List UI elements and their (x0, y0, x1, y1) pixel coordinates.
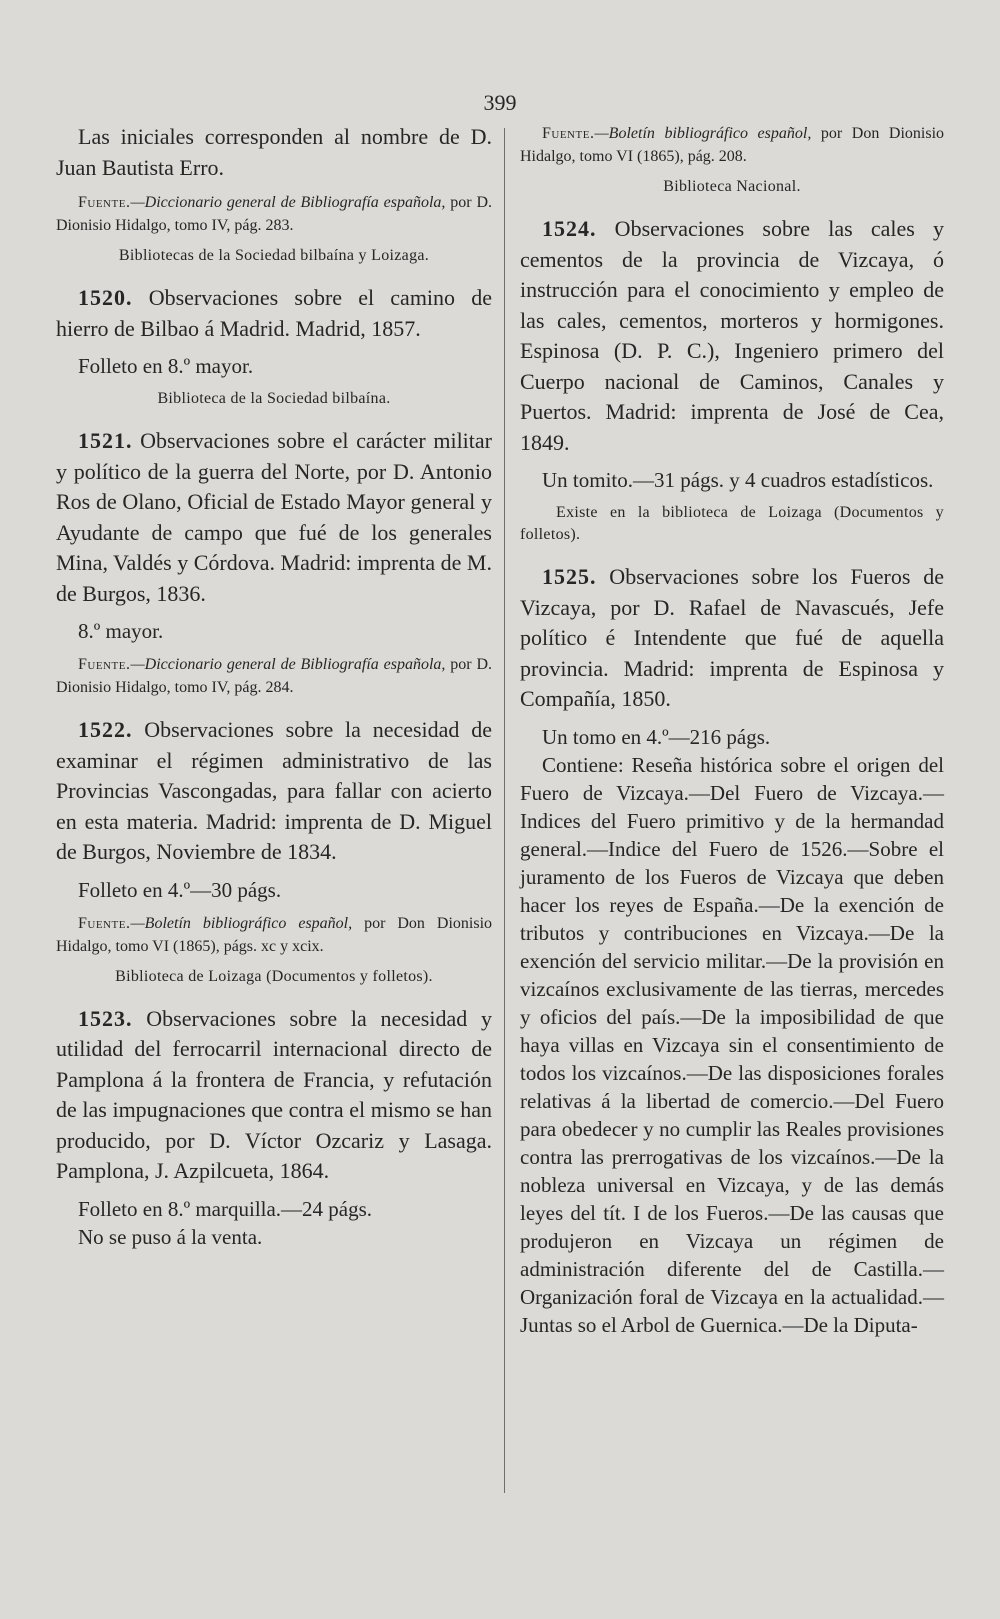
entry-1523-desc: Folleto en 8.º marquilla.—24 págs. (78, 1196, 373, 1221)
entry-number: 1525. (542, 564, 597, 589)
entry-number: 1521. (78, 428, 133, 453)
page-number: 399 (483, 90, 517, 115)
entry-1522 (56, 715, 492, 868)
entry-body: Observaciones sobre el carácter militar y político de la guerra del Norte, por D. Antonio Ros de Olano, Oficial de Estado Mayor general y Ayudante de campo que fué de los generales Mina, Valdés y Córdova. Madrid: imprenta de M. de Burgos, 1836. (56, 428, 492, 606)
intro-library: Bibliotecas de la Sociedad bilbaína y Loizaga. (118, 247, 430, 264)
source-rest: por D. Dionisio Hidalgo, tomo IV, pág. 284. (56, 656, 492, 696)
entry-body: Observaciones sobre el camino de hierro de Bilbao á Madrid. Madrid, 1857. (56, 285, 492, 341)
entry-body: Observaciones sobre los Fueros de Vizcaya, por D. Rafael de Navascués, Jefe político é Intendente que fué de aquella provincia. Madrid: imprenta de Espinosa y Compañía, 1850. (520, 564, 944, 711)
right-column (520, 122, 944, 1339)
source-rest: por Don Dionisio Hidalgo, tomo VI (1865), págs. xc y xcix. (56, 914, 493, 955)
entry-1523-desc2: No se puso á la venta. (78, 1224, 263, 1249)
entry-1522-source (56, 912, 492, 958)
entry-1525 (520, 562, 944, 715)
entry-body: Observaciones sobre la necesidad de examinar el régimen administrativo de las Provincias Vascongadas, para fallar con acierto en esta materia. Madrid: imprenta de D. Miguel de Burgos, Noviembre de 1834. (56, 717, 492, 864)
source-label: Fuente. (542, 125, 595, 142)
entry-1524-library: Existe en la biblioteca de Loizaga (Documentos y folletos). (520, 504, 944, 543)
top-source (520, 122, 944, 168)
source-title: —Diccionario general de Bibliografía española, (130, 656, 446, 673)
entry-1525-desc: Un tomo en 4.º—216 págs. (542, 724, 771, 749)
intro-source (56, 191, 492, 237)
entry-1525-contents: Contiene: Reseña histórica sobre el origen del Fuero de Vizcaya.—Del Fuero de Vizcaya.—Indices del Fuero primitivo y de la hermandad general.—Indice del Fuero de 1526.—Sobre el juramento de los Fueros de Vizcaya que deben hacer los reyes de España.—De la exención de tributos y contribuciones en Vizcaya.—De la exención del servicio militar.—De la provisión en vizcaínos exclusivamente de las tierras, mercedes y oficios del país.—De la imposibilidad de que haya villas en Vizcaya sin el consentimiento de todos los vizcaínos.—De las disposiciones forales relativas á la libertad de comercio.—Del Fuero para obedecer y no cumplir las Reales provisiones contra las prerrogativas de los vizcaínos.—De la nobleza universal en Vizcaya, y de las demás leyes del tít. I de los Fueros.—De las causas que produjeron en Vizcaya un régimen de administración diferente del de Castilla.—Organización foral de Vizcaya en la actualidad.—Juntas so el Arbol de Guernica.—De la Diputa- (520, 752, 944, 1337)
source-label: Fuente. (78, 914, 131, 932)
source-title: —Boletín bibliográfico español, (594, 125, 812, 142)
source-rest: por Don Dionisio Hidalgo, tomo VI (1865), pág. 208. (520, 125, 945, 165)
spacer (56, 699, 492, 715)
spacer (520, 198, 944, 214)
entry-number: 1524. (542, 216, 597, 241)
left-column (56, 122, 492, 1251)
entry-1522-desc: Folleto en 4.º—30 págs. (78, 877, 282, 902)
spacer (520, 546, 944, 562)
spacer (56, 267, 492, 283)
source-label: Fuente. (78, 194, 131, 211)
entry-1523 (56, 1004, 492, 1187)
entry-number: 1522. (78, 717, 133, 742)
entry-number: 1523. (78, 1005, 133, 1031)
source-rest: por D. Dionisio Hidalgo, tomo IV, pág. 283. (56, 194, 492, 234)
entry-body: Observaciones sobre la necesidad y utilidad del ferrocarril internacional directo de Pamplona á la frontera de Francia, y refutación de las impugnaciones que contra el mismo se han producido, por D. Víctor Ozcariz y Lasaga. Pamplona, J. Azpilcueta, 1864. (56, 1005, 492, 1183)
entry-1522-library: Biblioteca de Loizaga (Documentos y folletos). (115, 967, 433, 985)
source-title: —Boletín bibliográfico español, (130, 914, 353, 932)
entry-1524 (520, 214, 944, 458)
entry-1521-desc: 8.º mayor. (78, 619, 164, 643)
spacer (56, 410, 492, 426)
entry-body: Observaciones sobre las cales y cementos de la provincia de Vizcaya, ó instrucción para el conocimiento y empleo de las cales, cementos, morteros y hormigones. Espinosa (D. P. C.), Ingeniero primero del Cuerpo nacional de Caminos, Canales y Puertos. Madrid: imprenta de José de Cea, 1849. (520, 216, 944, 455)
entry-1520-library: Biblioteca de la Sociedad bilbaína. (157, 390, 391, 407)
source-title: —Diccionario general de Bibliografía española, (130, 194, 446, 211)
intro-text: Las iniciales corresponden al nombre de D. Juan Bautista Erro. (56, 124, 492, 180)
entry-number: 1520. (78, 285, 133, 310)
column-divider (504, 128, 505, 1493)
entry-1524-desc: Un tomito.—31 págs. y 4 cuadros estadísticos. (542, 468, 934, 492)
entry-1520 (56, 283, 492, 344)
entry-1520-desc: Folleto en 8.º mayor. (78, 354, 254, 378)
top-library: Biblioteca Nacional. (663, 178, 801, 195)
source-label: Fuente. (78, 656, 131, 673)
spacer (56, 988, 492, 1004)
entry-1521-source (56, 653, 492, 699)
entry-1521 (56, 426, 492, 609)
